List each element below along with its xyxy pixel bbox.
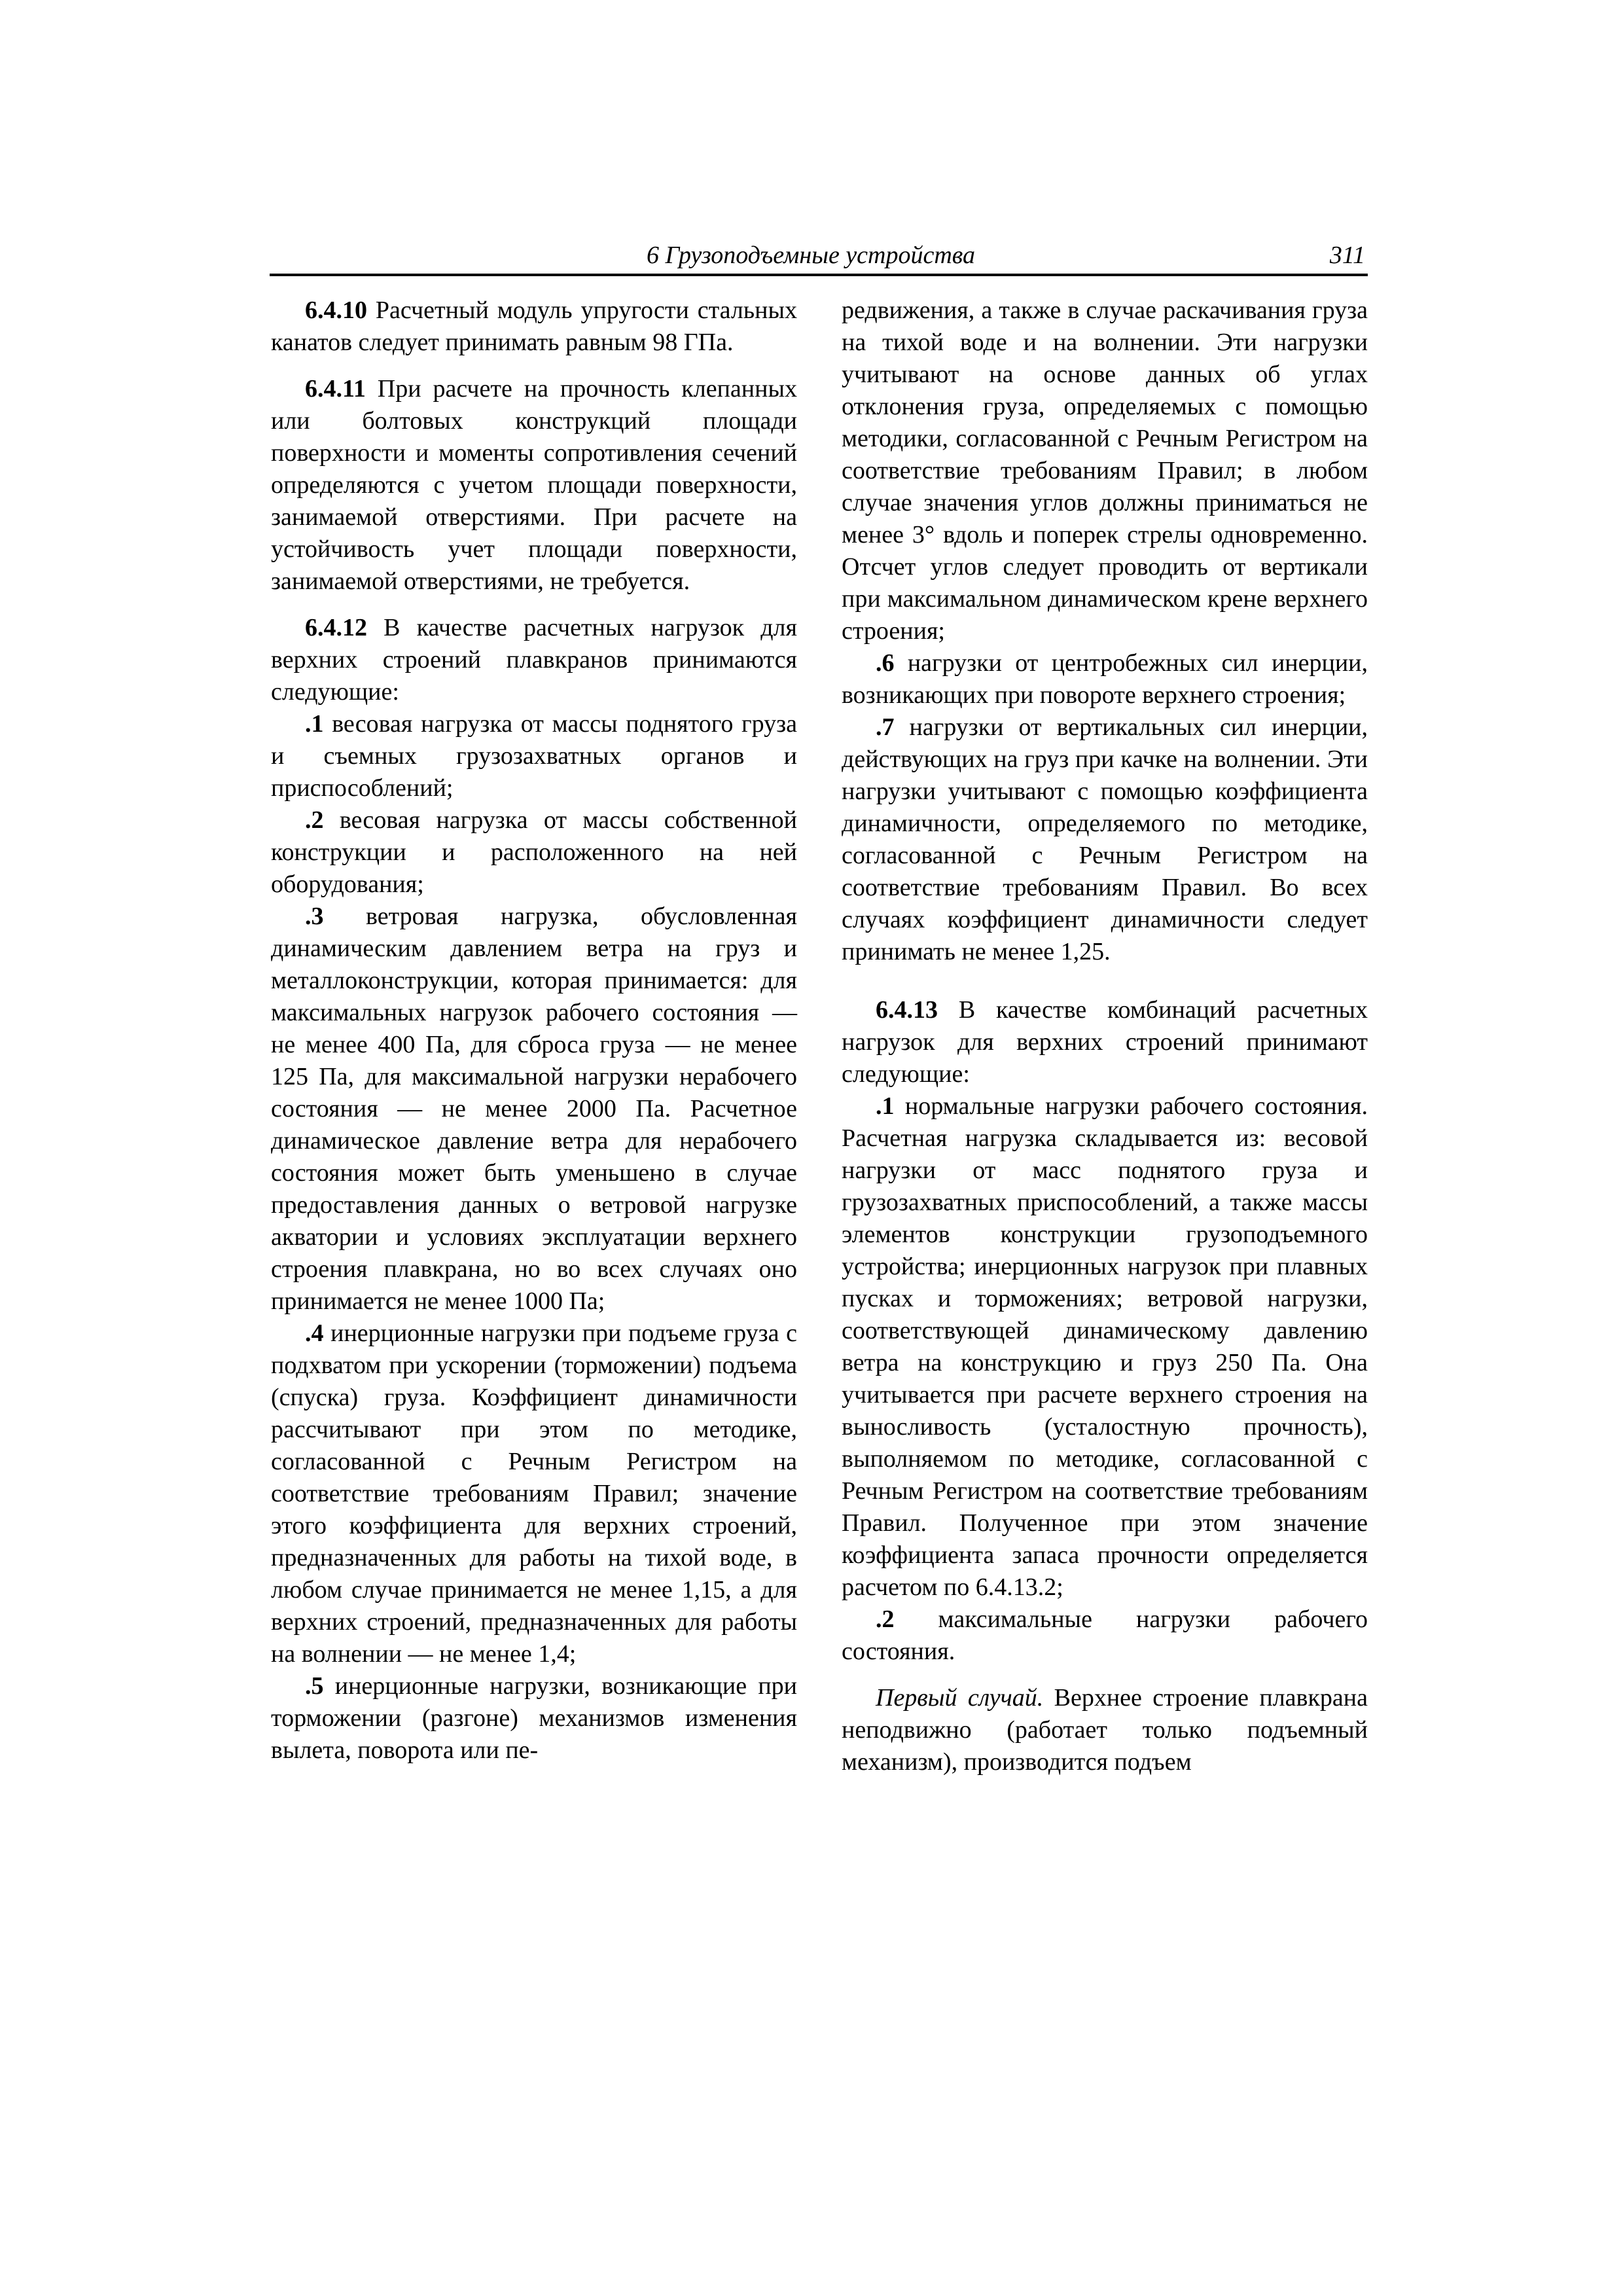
list-item-1	[271, 708, 797, 804]
clause-number: 6.4.11	[305, 375, 366, 403]
list-item-7	[842, 711, 1368, 968]
list-item-5	[271, 1670, 797, 1767]
item-number: .6	[876, 649, 895, 677]
list-item-2	[271, 804, 797, 901]
section-title: 6 Грузоподъемные устройства	[647, 242, 976, 269]
item-text: нагрузки от центробежных сил инерции, возникающих при повороте верхнего строения;	[842, 649, 1368, 709]
case-label: Первый случай.	[876, 1684, 1044, 1712]
list-item-6	[842, 647, 1368, 711]
list-item-2	[842, 1604, 1368, 1668]
list-item-4	[271, 1318, 797, 1670]
item-number: .7	[876, 713, 895, 741]
list-item-5-continuation: редвижения, а также в случае раскачивания груза на тихой воде и на волнении. Эти нагрузки учитывают на основе данных об углах отклонения груза, определяемых с помощью методики, согласованной с Речным Регистром на соответствие требованиям Правил; в любом случае значения углов должны приниматься не менее 3° вдоль и поперек стрелы одновременно. Отсчет углов следует проводить от вертикали при максимальном динамическом крене верхнего строения;	[842, 296, 1368, 645]
item-number: .2	[876, 1605, 895, 1633]
running-header	[270, 240, 1368, 276]
clause-6-4-11	[271, 373, 797, 598]
item-text: весовая нагрузка от массы поднятого груза и съемных грузозахватных органов и приспособлений;	[271, 710, 797, 802]
case-text: Верхнее строение плавкрана неподвижно (работает только подъемный механизм), производится подъем	[842, 1684, 1368, 1776]
clause-6-4-10	[271, 295, 797, 359]
page-number: 311	[1329, 242, 1365, 269]
item-text: инерционные нагрузки при подъеме груза с подхватом при ускорении (торможении) подъема (спуска) груза. Коэффициент динамичности рассчитывают при этом по методике, согласованной с Речным Регистром на соответствие требованиям Правил; значение этого коэффициента для верхних строений, предназначенных для работы на тихой воде, в любом случае принимается не менее 1,15, а для верхних строений, предназначенных для работы на волнении — не менее 1,4;	[271, 1319, 797, 1668]
item-text: максимальные нагрузки рабочего состояния.	[842, 1605, 1368, 1665]
right-column	[842, 295, 1368, 1778]
item-number: .1	[305, 710, 324, 738]
item-text: весовая нагрузка от массы собственной конструкции и расположенного на ней оборудования;	[271, 806, 797, 898]
left-column	[271, 295, 797, 1767]
item-text: нормальные нагрузки рабочего состояния. Расчетная нагрузка складывается из: весовой нагрузки от масс поднятого груза и грузозахватных приспособлений, а также массы элементов конструкции грузоподъемного устройства; инерционных нагрузок при плавных пусках и торможениях; ветровой нагрузки, соответствующей динамическому давлению ветра на конструкцию и груз 250 Па. Она учитывается при расчете верхнего строения на выносливость (усталостную прочность), выполняемом по методике, согласованной с Речным Регистром на соответствие требованиям Правил. Полученное при этом значение коэффициента запаса прочности определяется расчетом по 6.4.13.2;	[842, 1092, 1368, 1601]
clause-text: В качестве комбинаций расчетных нагрузок для верхних строений принимают следующие:	[842, 996, 1368, 1088]
first-case-paragraph	[842, 1682, 1368, 1778]
list-item-3	[271, 901, 797, 1318]
item-text: ветровая нагрузка, обусловленная динамическим давлением ветра на груз и металлоконструкции, которая принимается: для максимальных нагрузок рабочего состояния — не менее 400 Па, для сброса груза — не менее 125 Па, для максимальной нагрузки нерабочего состояния — не менее 2000 Па. Расчетное динамическое давление ветра для нерабочего состояния может быть уменьшено в случае предоставления данных о ветровой нагрузке акватории и условиях эксплуатации верхнего строения плавкрана, но во всех случаях оно принимается не менее 1000 Па;	[271, 903, 797, 1315]
clause-6-4-13	[842, 994, 1368, 1090]
item-text: нагрузки от вертикальных сил инерции, действующих на груз при качке на волнении. Эти нагрузки учитывают с помощью коэффициента динамичности, определяемого по методике, согласованной с Речным Регистром на соответствие требованиям Правил. Во всех случаях коэффициент динамичности следует принимать не менее 1,25.	[842, 713, 1368, 965]
clause-number: 6.4.13	[876, 996, 938, 1024]
clause-text: В качестве расчетных нагрузок для верхних строений плавкранов принимаются следующие:	[271, 614, 797, 706]
clause-number: 6.4.12	[305, 614, 367, 641]
item-number: .4	[305, 1319, 324, 1347]
item-number: .1	[876, 1092, 895, 1120]
clause-text: При расчете на прочность клепанных или болтовых конструкций площади поверхности и моменты сопротивления сечений определяются с учетом площади поверхности, занимаемой отверстиями. При расчете на устойчивость учет площади поверхности, занимаемой отверстиями, не требуется.	[271, 375, 797, 595]
clause-6-4-12	[271, 612, 797, 708]
item-number: .2	[305, 806, 324, 834]
item-text: инерционные нагрузки, возникающие при торможении (разгоне) механизмов изменения вылета, поворота или пе-	[271, 1672, 797, 1764]
item-number: .3	[305, 903, 324, 930]
clause-text: Расчетный модуль упругости стальных канатов следует принимать равным 98 ГПа.	[271, 296, 797, 356]
clause-number: 6.4.10	[305, 296, 367, 324]
item-number: .5	[305, 1672, 324, 1700]
list-item-1	[842, 1090, 1368, 1604]
